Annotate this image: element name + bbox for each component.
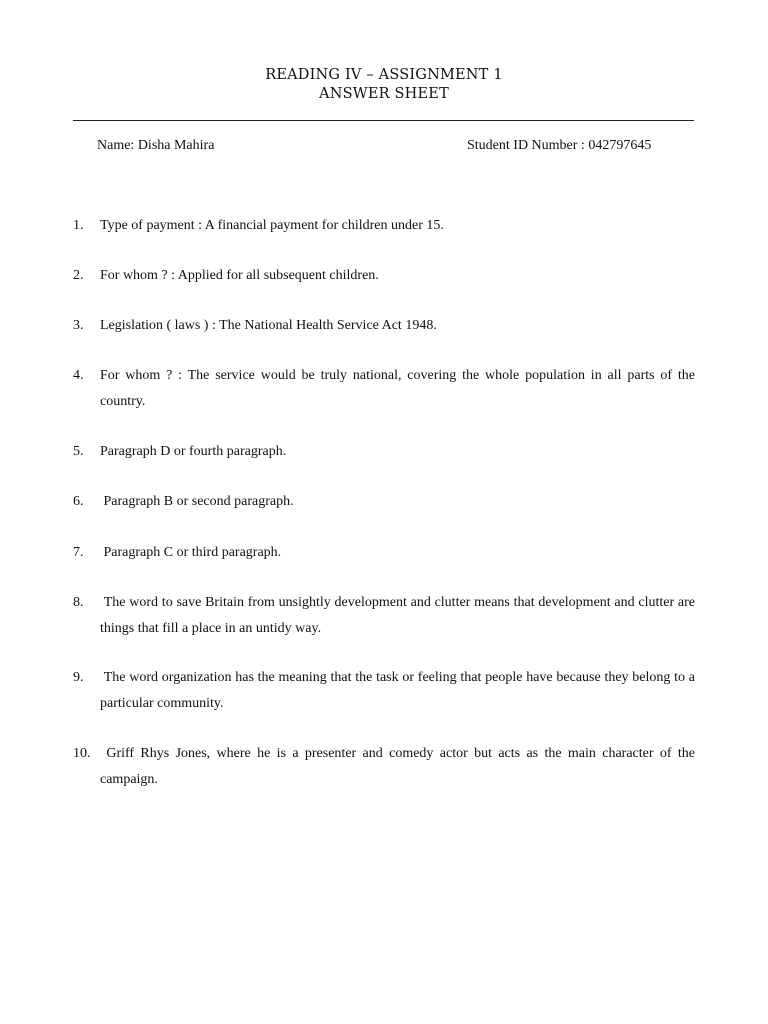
answer-number: 9. xyxy=(73,670,84,685)
answer-number: 10. xyxy=(73,746,91,761)
document-subtitle: ANSWER SHEET xyxy=(319,86,449,102)
answer-number: 2. xyxy=(73,268,84,283)
answer-item-6 xyxy=(73,489,695,515)
student-name: Name: Disha Mahira xyxy=(97,138,215,153)
answer-text: Paragraph B or second paragraph. xyxy=(100,494,294,509)
answer-item-5 xyxy=(73,439,695,465)
answer-text: For whom ? : The service would be truly national, covering the whole population in all parts of the country. xyxy=(100,368,695,409)
answer-text: The word to save Britain from unsightly development and clutter means that development and clutter are things that fill a place in an untidy way. xyxy=(100,595,695,636)
student-id-number: Student ID Number : 042797645 xyxy=(467,138,652,153)
document-header xyxy=(0,66,768,104)
answer-item-4 xyxy=(73,363,695,414)
answer-number: 8. xyxy=(73,595,84,610)
answer-text: For whom ? : Applied for all subsequent children. xyxy=(100,268,379,283)
answer-number: 1. xyxy=(73,218,84,233)
answer-number: 4. xyxy=(73,368,84,383)
answer-item-9 xyxy=(73,665,695,716)
answer-text: Paragraph D or fourth paragraph. xyxy=(100,444,287,459)
answer-item-7 xyxy=(73,540,695,566)
answer-item-8 xyxy=(73,590,695,641)
answer-item-1 xyxy=(73,213,695,239)
answer-item-10 xyxy=(73,741,695,792)
answer-number: 7. xyxy=(73,545,84,560)
document-title: READING IV – ASSIGNMENT 1 xyxy=(265,67,503,83)
answer-number: 5. xyxy=(73,444,84,459)
answer-text: Legislation ( laws ) : The National Health Service Act 1948. xyxy=(100,318,437,333)
answer-number: 3. xyxy=(73,318,84,333)
answer-item-3 xyxy=(73,313,695,339)
answer-item-2 xyxy=(73,263,695,289)
answer-text: Type of payment : A financial payment for children under 15. xyxy=(100,218,444,233)
answer-text: Paragraph C or third paragraph. xyxy=(100,545,282,560)
answer-number: 6. xyxy=(73,494,84,509)
answer-text: Griff Rhys Jones, where he is a presenter and comedy actor but acts as the main character of the campaign. xyxy=(100,746,695,787)
answer-text: The word organization has the meaning that the task or feeling that people have because they belong to a particular community. xyxy=(100,670,695,711)
header-divider xyxy=(73,120,694,121)
